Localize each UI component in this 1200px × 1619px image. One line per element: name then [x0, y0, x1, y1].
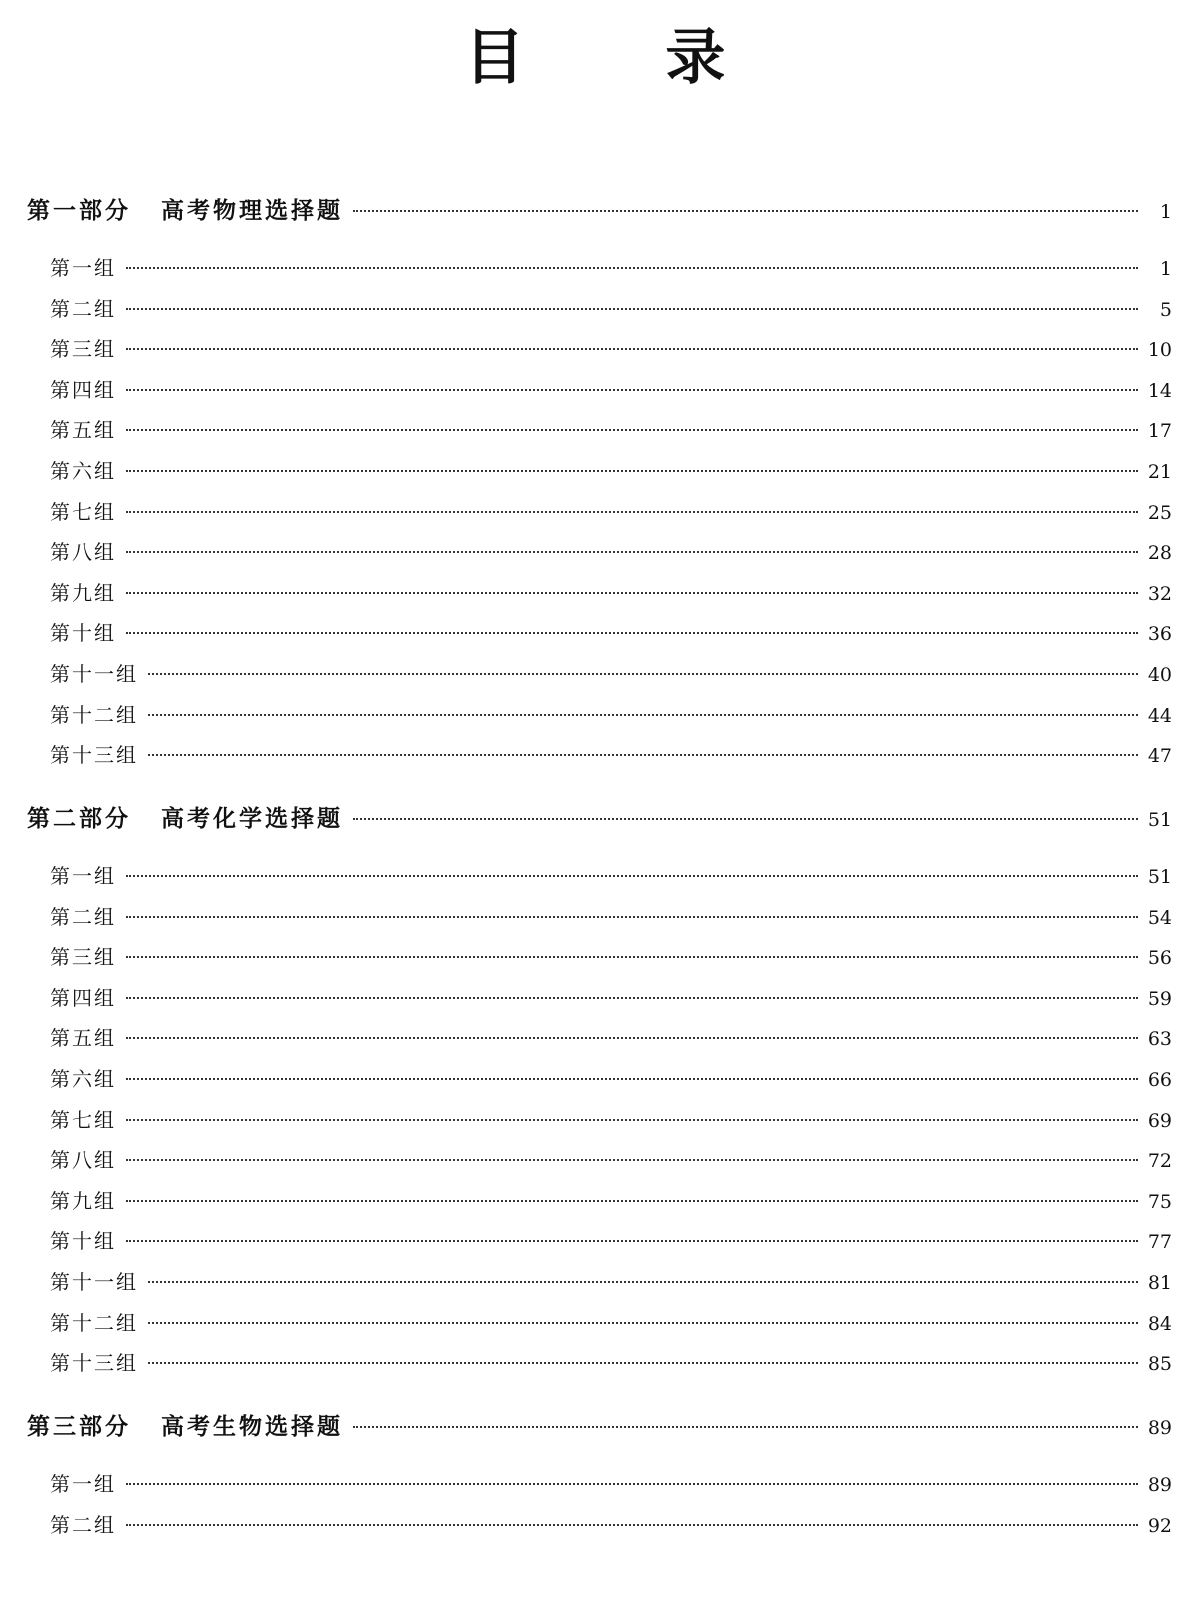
page-number: 5 [1159, 298, 1172, 321]
dot-leader [148, 673, 1138, 675]
page-number: 1 [1159, 201, 1172, 223]
dot-leader [126, 429, 1138, 431]
page-title: 目 录 [464, 23, 786, 93]
page-number: 32 [1147, 582, 1172, 605]
page-number: 72 [1147, 1150, 1172, 1173]
part-label [27, 1408, 343, 1441]
toc-group-entry[interactable] [50, 860, 1172, 889]
page-number: 40 [1147, 664, 1172, 686]
toc-group-entry[interactable] [50, 414, 1172, 443]
part-number: 第三部分 [27, 1414, 131, 1440]
group-label: 第一组 [50, 256, 116, 280]
dot-leader [126, 1240, 1138, 1242]
toc-group-entry[interactable] [50, 1468, 1172, 1497]
toc-group-entry[interactable] [50, 333, 1172, 362]
page-number: 47 [1147, 745, 1172, 768]
dot-leader [126, 1078, 1138, 1080]
group-label: 第四组 [50, 985, 116, 1010]
dot-leader [126, 1119, 1138, 1121]
dot-leader [353, 210, 1138, 212]
dot-leader [148, 714, 1138, 716]
toc-group-entry[interactable] [50, 496, 1172, 525]
group-label: 第五组 [50, 418, 116, 443]
group-label: 第八组 [50, 1148, 116, 1173]
page-number: 59 [1147, 987, 1172, 1010]
group-label: 第三组 [50, 337, 116, 362]
group-label: 第九组 [50, 1188, 116, 1213]
page-number: 44 [1147, 704, 1172, 727]
toc-group-entry[interactable] [50, 293, 1172, 322]
part-name: 高考物理选择题 [161, 198, 343, 224]
dot-leader [353, 1426, 1138, 1428]
group-label: 第一组 [50, 1472, 116, 1496]
page-number: 63 [1147, 1028, 1172, 1051]
dot-leader [126, 916, 1138, 918]
toc-group-entry[interactable] [50, 455, 1172, 484]
toc-group-entry[interactable] [50, 901, 1172, 930]
part-name: 高考生物选择题 [161, 1414, 343, 1440]
toc-part-entry[interactable] [27, 800, 1172, 833]
group-label: 第七组 [50, 1107, 116, 1132]
page-number: 77 [1147, 1231, 1172, 1254]
dot-leader [126, 348, 1138, 350]
toc-group-entry[interactable] [50, 536, 1172, 565]
dot-leader [126, 997, 1138, 999]
page-number: 54 [1147, 906, 1172, 929]
page-number: 85 [1147, 1353, 1172, 1376]
toc-group-entry[interactable] [50, 374, 1172, 403]
toc-group-entry[interactable] [50, 739, 1172, 768]
page-number: 66 [1147, 1069, 1172, 1091]
dot-leader [126, 875, 1138, 877]
dot-leader [126, 1483, 1138, 1485]
dot-leader [126, 592, 1138, 594]
part-name: 高考化学选择题 [161, 806, 343, 832]
page-number: 28 [1147, 542, 1172, 565]
group-label: 第三组 [50, 945, 116, 970]
page-number: 75 [1147, 1190, 1172, 1213]
dot-leader [126, 1037, 1138, 1039]
dot-leader [148, 754, 1138, 756]
group-label: 第一组 [50, 864, 116, 888]
toc-group-entry[interactable] [50, 617, 1172, 646]
page-number: 10 [1147, 339, 1172, 362]
group-label: 第十三组 [50, 743, 138, 768]
page-number: 1 [1159, 258, 1172, 280]
page-number: 51 [1147, 809, 1172, 831]
toc-group-entry[interactable] [50, 1266, 1172, 1295]
group-label: 第五组 [50, 1026, 116, 1051]
group-label: 第九组 [50, 580, 116, 605]
dot-leader [126, 511, 1138, 513]
toc-group-entry[interactable] [50, 1022, 1172, 1051]
toc-group-entry[interactable] [50, 941, 1172, 970]
page-number: 51 [1147, 866, 1172, 888]
page-number: 25 [1147, 501, 1172, 524]
group-label: 第十三组 [50, 1351, 138, 1376]
toc-group-entry[interactable] [50, 1104, 1172, 1133]
toc-group-entry[interactable] [50, 252, 1172, 281]
toc-part-entry[interactable] [27, 192, 1172, 225]
part-label [27, 800, 343, 833]
toc-group-entry[interactable] [50, 1063, 1172, 1092]
group-label: 第十一组 [50, 1270, 138, 1294]
toc-group-entry[interactable] [50, 1509, 1172, 1538]
toc-group-entry[interactable] [50, 1144, 1172, 1173]
part-number: 第二部分 [27, 806, 131, 832]
page-number: 84 [1147, 1312, 1172, 1335]
dot-leader [126, 308, 1138, 310]
dot-leader [126, 1200, 1138, 1202]
toc-group-entry[interactable] [50, 658, 1172, 687]
group-label: 第七组 [50, 499, 116, 524]
part-label [27, 192, 343, 225]
page-number: 92 [1147, 1514, 1172, 1537]
dot-leader [126, 956, 1138, 958]
dot-leader [148, 1281, 1138, 1283]
group-label: 第二组 [50, 1512, 116, 1537]
page-number: 21 [1147, 461, 1172, 483]
group-label: 第十组 [50, 621, 116, 646]
group-label: 第十二组 [50, 1310, 138, 1335]
page-number: 36 [1147, 623, 1172, 646]
dot-leader [126, 1159, 1138, 1161]
group-label: 第十组 [50, 1229, 116, 1254]
dot-leader [126, 470, 1138, 472]
part-number: 第一部分 [27, 198, 131, 224]
group-label: 第六组 [50, 459, 116, 483]
toc-group-entry[interactable] [50, 1185, 1172, 1214]
group-label: 第二组 [50, 904, 116, 929]
dot-leader [148, 1362, 1138, 1364]
dot-leader [126, 1524, 1138, 1526]
toc-group-entry[interactable] [50, 699, 1172, 728]
toc-group-entry[interactable] [50, 1307, 1172, 1336]
dot-leader [126, 632, 1138, 634]
toc-part-entry[interactable] [27, 1408, 1172, 1441]
group-label: 第四组 [50, 377, 116, 402]
page-number: 89 [1147, 1417, 1172, 1439]
toc-group-entry[interactable] [50, 577, 1172, 606]
group-label: 第二组 [50, 296, 116, 321]
dot-leader [148, 1322, 1138, 1324]
dot-leader [126, 389, 1138, 391]
toc-group-entry[interactable] [50, 1225, 1172, 1254]
dot-leader [126, 267, 1138, 269]
page-number: 17 [1147, 420, 1172, 443]
page-number: 56 [1147, 947, 1172, 970]
toc-group-entry[interactable] [50, 982, 1172, 1011]
page-number: 69 [1147, 1109, 1172, 1132]
page-number: 81 [1147, 1272, 1172, 1294]
group-label: 第八组 [50, 540, 116, 565]
dot-leader [353, 818, 1138, 820]
page-number: 89 [1147, 1474, 1172, 1496]
toc-group-entry[interactable] [50, 1347, 1172, 1376]
group-label: 第六组 [50, 1067, 116, 1091]
group-label: 第十二组 [50, 702, 138, 727]
page-number: 14 [1147, 379, 1172, 402]
group-label: 第十一组 [50, 662, 138, 686]
dot-leader [126, 551, 1138, 553]
